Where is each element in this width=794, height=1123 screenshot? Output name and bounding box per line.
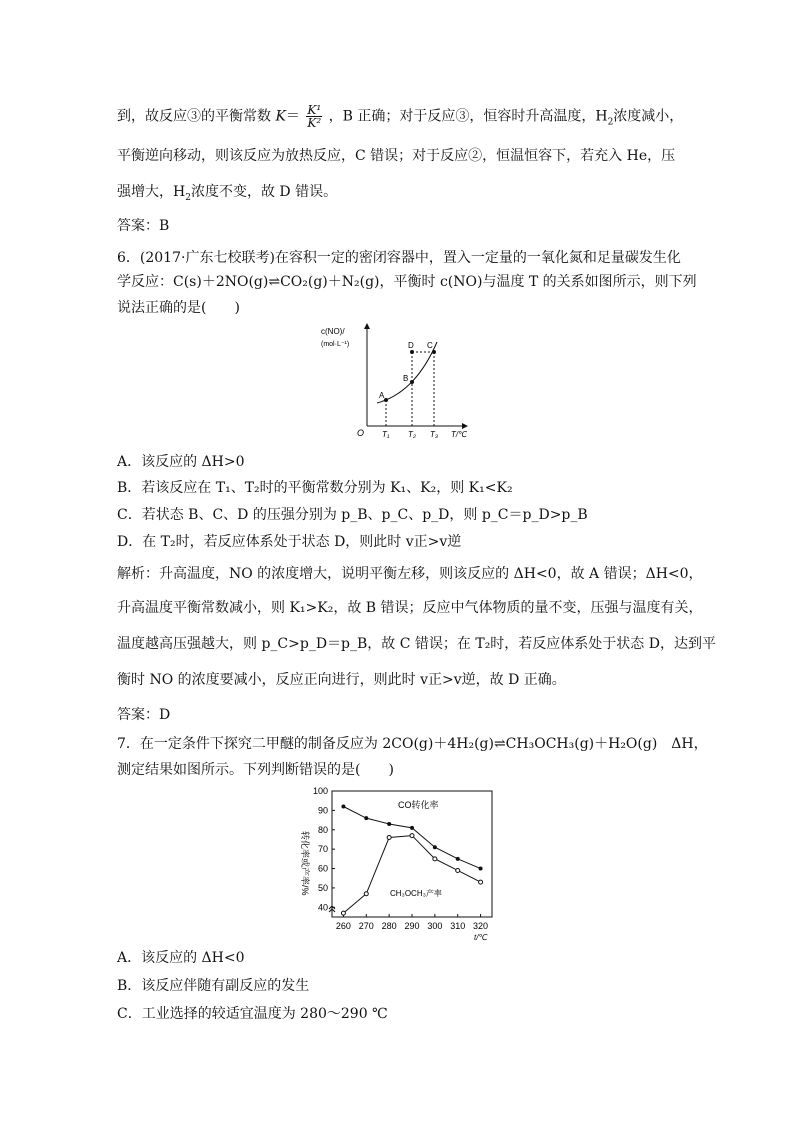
- q7-series-0-point: [364, 816, 368, 820]
- q7-series-1-point: [456, 868, 460, 872]
- q5-line3-b: 浓度不变，故 D 错误。: [190, 184, 338, 200]
- q6-explanation-1: 解析：升高温度，NO 的浓度增大，说明平衡左移，则该反应的 ΔH<0，故 A 错误；ΔH<0，: [117, 566, 703, 582]
- equals: ＝: [285, 108, 300, 125]
- q5-line3-a: 强增大，H: [117, 184, 186, 200]
- q5-answer: 答案：B: [117, 218, 170, 234]
- q7-xlabel: t/℃: [474, 933, 488, 942]
- q5-line2: 平衡逆向移动，则该反应为放热反应，C 错误；对于反应②，恒温恒容下，若充入 He，压: [117, 148, 676, 164]
- q5-line1-b: ，B 正确；对于反应③，恒容时升高温度，H: [328, 108, 608, 125]
- q6-answer: 答案：D: [117, 707, 171, 723]
- q6-ylabel-2: (mol·L⁻¹): [321, 341, 350, 348]
- q6-graph: [315, 318, 480, 443]
- q7-stem-2: 测定结果如图所示。下列判断错误的是( ): [117, 762, 394, 778]
- q7-ytick-label: 40: [317, 902, 328, 913]
- q6-point-a: [384, 398, 388, 402]
- q7-xtick-label: 300: [427, 921, 443, 931]
- q6-label-d: D: [408, 341, 414, 350]
- q7-series-line-1: [343, 836, 480, 914]
- q7-ytick-label: 60: [317, 863, 328, 874]
- sub-2: 2: [607, 117, 614, 128]
- q7-ytick-label: 100: [312, 786, 328, 796]
- q6-explanation-3: 温度越高压强越大，则 p_C>p_D＝p_B，故 C 错误；在 T₂时，若反应体系处于状态 D，达到平: [117, 636, 716, 652]
- q7-series-0-point: [387, 822, 391, 826]
- q6-option-c: C．若状态 B、C、D 的压强分别为 p_B、p_C、p_D，则 p_C＝p_D>p_B: [117, 507, 588, 523]
- q5-line1-c: 浓度减小，: [613, 108, 684, 125]
- q7-ytick-label: 90: [317, 805, 328, 816]
- q7-series-1-point: [479, 880, 483, 884]
- sub-2b: 2: [185, 192, 191, 203]
- q6-stem-2: 学反应：C(s)＋2NO(g)⇌CO₂(g)＋N₂(g)，平衡时 c(NO)与温度 T 的关系如图所示，则下列: [117, 274, 697, 290]
- q7-option-c: C．工业选择的较适宜温度为 280～290 ℃: [117, 1006, 388, 1022]
- q6-point-b: [410, 380, 414, 384]
- q7-series-0-point: [479, 867, 483, 871]
- q7-option-a: A．该反应的 ΔH<0: [117, 950, 245, 966]
- q6-explanation-4: 衡时 NO 的浓度要减小，反应正向进行，则此时 v正>v逆，故 D 正确。: [117, 672, 566, 688]
- q6-label-c: C: [427, 341, 433, 350]
- q7-ylabel: 转化率或产率/%: [300, 831, 310, 896]
- q7-series-0-point: [456, 857, 460, 861]
- q7-ytick-label: 50: [317, 882, 328, 893]
- q7-series-0-point: [433, 845, 437, 849]
- q6-tick-t1: T₁: [382, 430, 390, 439]
- q6-tick-t3: T₃: [430, 430, 439, 439]
- q6-ylabel-1: c(NO)/: [321, 327, 345, 336]
- q6-origin: O: [357, 428, 365, 438]
- q7-series-1-point: [364, 892, 368, 896]
- q6-option-b: B．若该反应在 T₁、T₂时的平衡常数分别为 K₁、K₂，则 K₁<K₂: [117, 480, 513, 496]
- q7-chart: [290, 783, 500, 943]
- q7-series-0-point: [410, 826, 414, 830]
- q5-line1: [117, 104, 683, 132]
- q7-ytick-label: 70: [317, 844, 328, 855]
- q7-series-1-point: [387, 836, 391, 840]
- q6-xlabel: T/℃: [451, 430, 468, 439]
- q6-point-c: [432, 350, 436, 354]
- q6-stem-1: 6．(2017·广东七校联考)在容积一定的密闭容器中，置入一定量的一氧化氮和足量碳发生化: [117, 250, 681, 266]
- q6-option-a: A．该反应的 ΔH>0: [117, 454, 245, 470]
- q6-point-d: [410, 350, 414, 354]
- fraction-denominator: K²: [307, 116, 322, 130]
- q7-legend-ch3och3: CH₃OCH₃产率: [390, 889, 442, 898]
- q5-line1-a: 到，故反应③的平衡常数: [117, 108, 271, 125]
- q7-legend-co: CO转化率: [398, 800, 439, 810]
- q7-xtick-label: 260: [335, 921, 351, 931]
- q6-option-d: D．在 T₂时，若反应体系处于状态 D，则此时 v正>v逆: [117, 534, 462, 550]
- q6-tick-t2: T₂: [408, 430, 416, 439]
- q7-series-0-point: [341, 805, 345, 809]
- q7-xtick-label: 280: [381, 921, 397, 931]
- q6-label-a: A: [379, 391, 385, 400]
- q7-xtick-label: 310: [450, 921, 466, 931]
- q6-stem-3: 说法正确的是( ): [117, 300, 240, 316]
- q7-series-1-point: [433, 857, 437, 861]
- q5-line3: [117, 182, 337, 208]
- q7-xtick-label: 320: [473, 921, 489, 931]
- q7-series-1-point: [410, 834, 414, 838]
- fraction-numerator: K¹: [307, 103, 322, 117]
- q6-curve: [377, 342, 437, 403]
- q6-explanation-2: 升高温度平衡常数减小，则 K₁>K₂，故 B 错误；反应中气体物质的量不变，压强与温度有关，: [117, 600, 703, 616]
- q7-option-b: B．该反应伴随有副反应的发生: [117, 978, 310, 994]
- k-fraction: [306, 104, 322, 129]
- q7-xtick-label: 290: [404, 921, 420, 931]
- q6-label-b: B: [403, 374, 409, 383]
- q7-xtick-label: 270: [358, 921, 374, 931]
- k-symbol: K: [275, 108, 286, 125]
- q7-ytick-label: 80: [317, 824, 328, 835]
- q7-stem-1: 7．在一定条件下探究二甲醚的制备反应为 2CO(g)＋4H₂(g)⇌CH₃OCH₃(g)＋H₂O(g) ΔH，: [117, 736, 708, 752]
- q7-series-1-point: [341, 911, 345, 915]
